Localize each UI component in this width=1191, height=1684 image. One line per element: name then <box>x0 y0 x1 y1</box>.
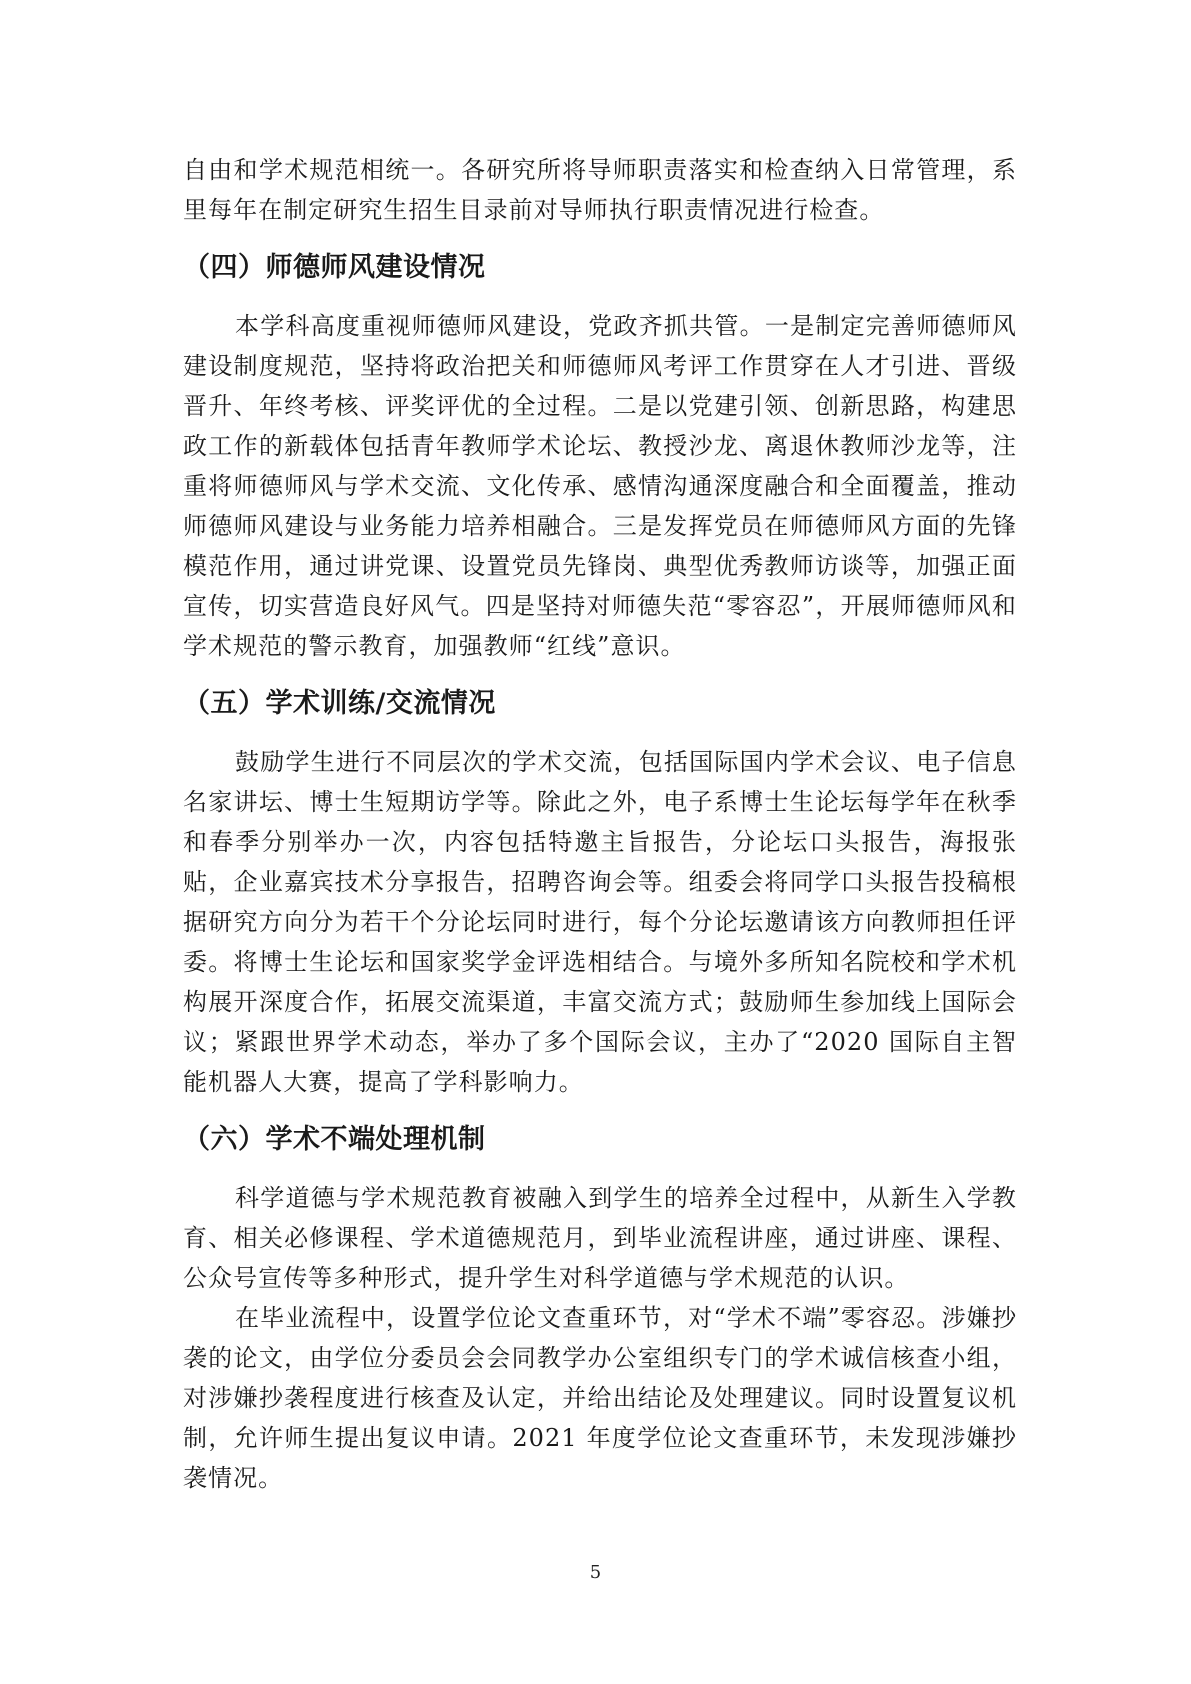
section-6-paragraph-2: 在毕业流程中，设置学位论文查重环节，对“学术不端”零容忍。涉嫌抄袭的论文，由学位分委员会会同教学办公室组织专门的学术诚信核查小组，对涉嫌抄袭程度进行核查及认定，并给出结论及处理建议。同时设置复议机制，允许师生提出复议申请。2021 年度学位论文查重环节，未发现涉嫌抄袭情况。 <box>183 1304 1017 1492</box>
opening-paragraph: 自由和学术规范相统一。各研究所将导师职责落实和检查纳入日常管理，系里每年在制定研究生招生目录前对导师执行职责情况进行检查。 <box>183 156 1017 224</box>
section-5-paragraph-1: 鼓励学生进行不同层次的学术交流，包括国际国内学术会议、电子信息名家讲坛、博士生短期访学等。除此之外，电子系博士生论坛每学年在秋季和春季分别举办一次，内容包括特邀主旨报告，分论坛口头报告，海报张贴，企业嘉宾技术分享报告，招聘咨询会等。组委会将同学口头报告投稿根据研究方向分为若干个分论坛同时进行，每个分论坛邀请该方向教师担任评委。将博士生论坛和国家奖学金评选相结合。与境外多所知名院校和学术机构展开深度合作，拓展交流渠道，丰富交流方式；鼓励师生参加线上国际会议；紧跟世界学术动态，举办了多个国际会议，主办了“2020 国际自主智能机器人大赛，提高了学科影响力。 <box>183 748 1017 1096</box>
page-body <box>183 150 1017 1498</box>
section-heading-4: （四）师德师风建设情况 <box>183 252 486 283</box>
section-heading-5: （五）学术训练/交流情况 <box>183 688 496 719</box>
section-heading-6: （六）学术不端处理机制 <box>183 1124 486 1155</box>
page-number: 5 <box>589 1562 602 1583</box>
section-4-paragraph-1: 本学科高度重视师德师风建设，党政齐抓共管。一是制定完善师德师风建设制度规范，坚持将政治把关和师德师风考评工作贯穿在人才引进、晋级晋升、年终考核、评奖评优的全过程。二是以党建引领、创新思路，构建思政工作的新载体包括青年教师学术论坛、教授沙龙、离退休教师沙龙等，注重将师德师风与学术交流、文化传承、感情沟通深度融合和全面覆盖，推动师德师风建设与业务能力培养相融合。三是发挥党员在师德师风方面的先锋模范作用，通过讲党课、设置党员先锋岗、典型优秀教师访谈等，加强正面宣传，切实营造良好风气。四是坚持对师德失范“零容忍”，开展师德师风和学术规范的警示教育，加强教师“红线”意识。 <box>183 312 1017 660</box>
section-6-paragraph-1: 科学道德与学术规范教育被融入到学生的培养全过程中，从新生入学教育、相关必修课程、学术道德规范月，到毕业流程讲座，通过讲座、课程、公众号宣传等多种形式，提升学生对科学道德与学术规范的认识。 <box>183 1184 1017 1292</box>
